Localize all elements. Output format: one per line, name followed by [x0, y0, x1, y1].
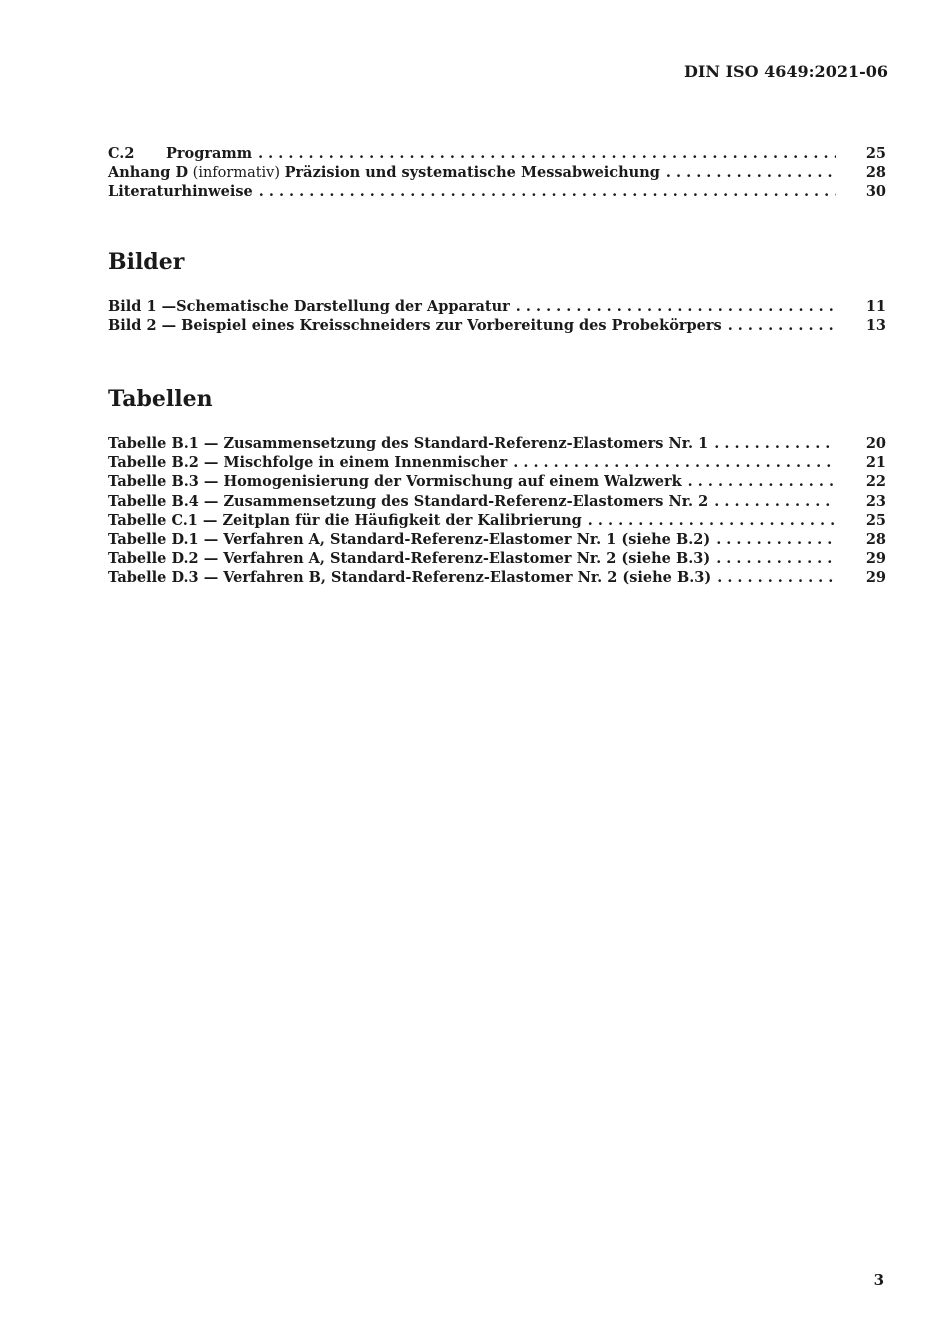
toc-entry[interactable] [108, 316, 886, 335]
toc-leader-dots [516, 297, 836, 316]
toc-leader-dots [666, 163, 836, 182]
toc-entry-title: Tabelle D.2 — Verfahren A, Standard-Referenz-Elastomer Nr. 2 (siehe B.3) [108, 550, 711, 568]
toc-entry[interactable] [108, 182, 886, 201]
toc-leader-dots [728, 316, 836, 335]
toc-entry-annex-type: (informativ) [188, 165, 285, 182]
toc-entry-page: 28 [865, 164, 886, 182]
toc-entry-number: C.2 [108, 145, 135, 162]
toc-entry-page: 20 [865, 435, 886, 452]
toc-leader-dots [716, 530, 836, 549]
toc-entry-label [108, 144, 252, 163]
toc-entry-title: Tabelle B.4 — Zusammensetzung des Standard-Referenz-Elastomers Nr. 2 [108, 492, 709, 510]
toc-entry-title: Tabelle D.1 — Verfahren A, Standard-Referenz-Elastomer Nr. 1 (siehe B.2) [108, 530, 711, 548]
toc-entry[interactable] [108, 568, 886, 587]
toc-entry-page: 23 [865, 492, 886, 510]
tables-heading: Tabellen [108, 386, 213, 412]
toc-entry-page: 25 [865, 145, 886, 162]
toc-leader-dots [688, 472, 836, 491]
document-header-code: DIN ISO 4649:2021-06 [684, 62, 888, 81]
toc-leader-dots [714, 434, 836, 453]
toc-leader-dots [714, 492, 836, 511]
toc-entry-label [108, 163, 660, 183]
toc-entry[interactable] [108, 549, 886, 568]
toc-entry-page: 22 [865, 473, 886, 491]
toc-leader-dots [588, 511, 836, 530]
toc-entry[interactable] [108, 144, 886, 163]
toc-entry-page: 13 [865, 317, 886, 335]
toc-entry-title: Tabelle C.1 — Zeitplan für die Häufigkeit der Kalibrierung [108, 511, 582, 529]
toc-entry-page: 29 [865, 569, 886, 587]
toc-entry-label [108, 182, 253, 201]
toc-entry-title: Programm [166, 145, 253, 162]
toc-leader-dots [717, 568, 836, 587]
tables-list [108, 434, 886, 588]
figures-heading: Bilder [108, 249, 185, 275]
toc-entry[interactable] [108, 511, 886, 530]
toc-leader-dots [716, 549, 836, 568]
toc-leader-dots [259, 182, 836, 201]
toc-entry[interactable] [108, 434, 886, 453]
page-number: 3 [873, 1271, 884, 1289]
toc-leader-dots [258, 144, 836, 163]
toc-entry-title: Bild 2 — Beispiel eines Kreisschneiders zur Vorbereitung des Probekörpers [108, 317, 722, 335]
toc-entry-title-annex: Anhang D [108, 164, 189, 182]
toc-entry-title: Tabelle D.3 — Verfahren B, Standard-Referenz-Elastomer Nr. 2 (siehe B.3) [108, 569, 712, 587]
toc-entry-title: Tabelle B.1 — Zusammensetzung des Standard-Referenz-Elastomers Nr. 1 [108, 435, 709, 452]
toc-entry-title: Präzision und systematische Messabweichung [284, 164, 660, 182]
toc-entry-page: 30 [865, 183, 886, 201]
toc-entry-title: Tabelle B.3 — Homogenisierung der Vormischung auf einem Walzwerk [108, 473, 682, 491]
toc-leader-dots [513, 453, 836, 472]
toc-entry-page: 29 [865, 550, 886, 568]
toc-entry-page: 11 [865, 298, 886, 315]
toc-entry-page: 21 [865, 454, 886, 472]
figures-list [108, 297, 886, 335]
toc-entry[interactable] [108, 163, 886, 182]
toc-entry[interactable] [108, 472, 886, 491]
toc-entry-title: Bild 1 —Schematische Darstellung der Apparatur [108, 298, 510, 315]
toc-entry-page: 25 [865, 511, 886, 529]
toc-entry[interactable] [108, 297, 886, 316]
toc-top-block [108, 144, 886, 202]
toc-entry[interactable] [108, 453, 886, 472]
toc-entry-page: 28 [865, 530, 886, 548]
toc-entry[interactable] [108, 492, 886, 511]
toc-entry[interactable] [108, 530, 886, 549]
toc-entry-title: Literaturhinweise [108, 183, 253, 201]
toc-entry-title: Tabelle B.2 — Mischfolge in einem Innenmischer [108, 454, 508, 472]
